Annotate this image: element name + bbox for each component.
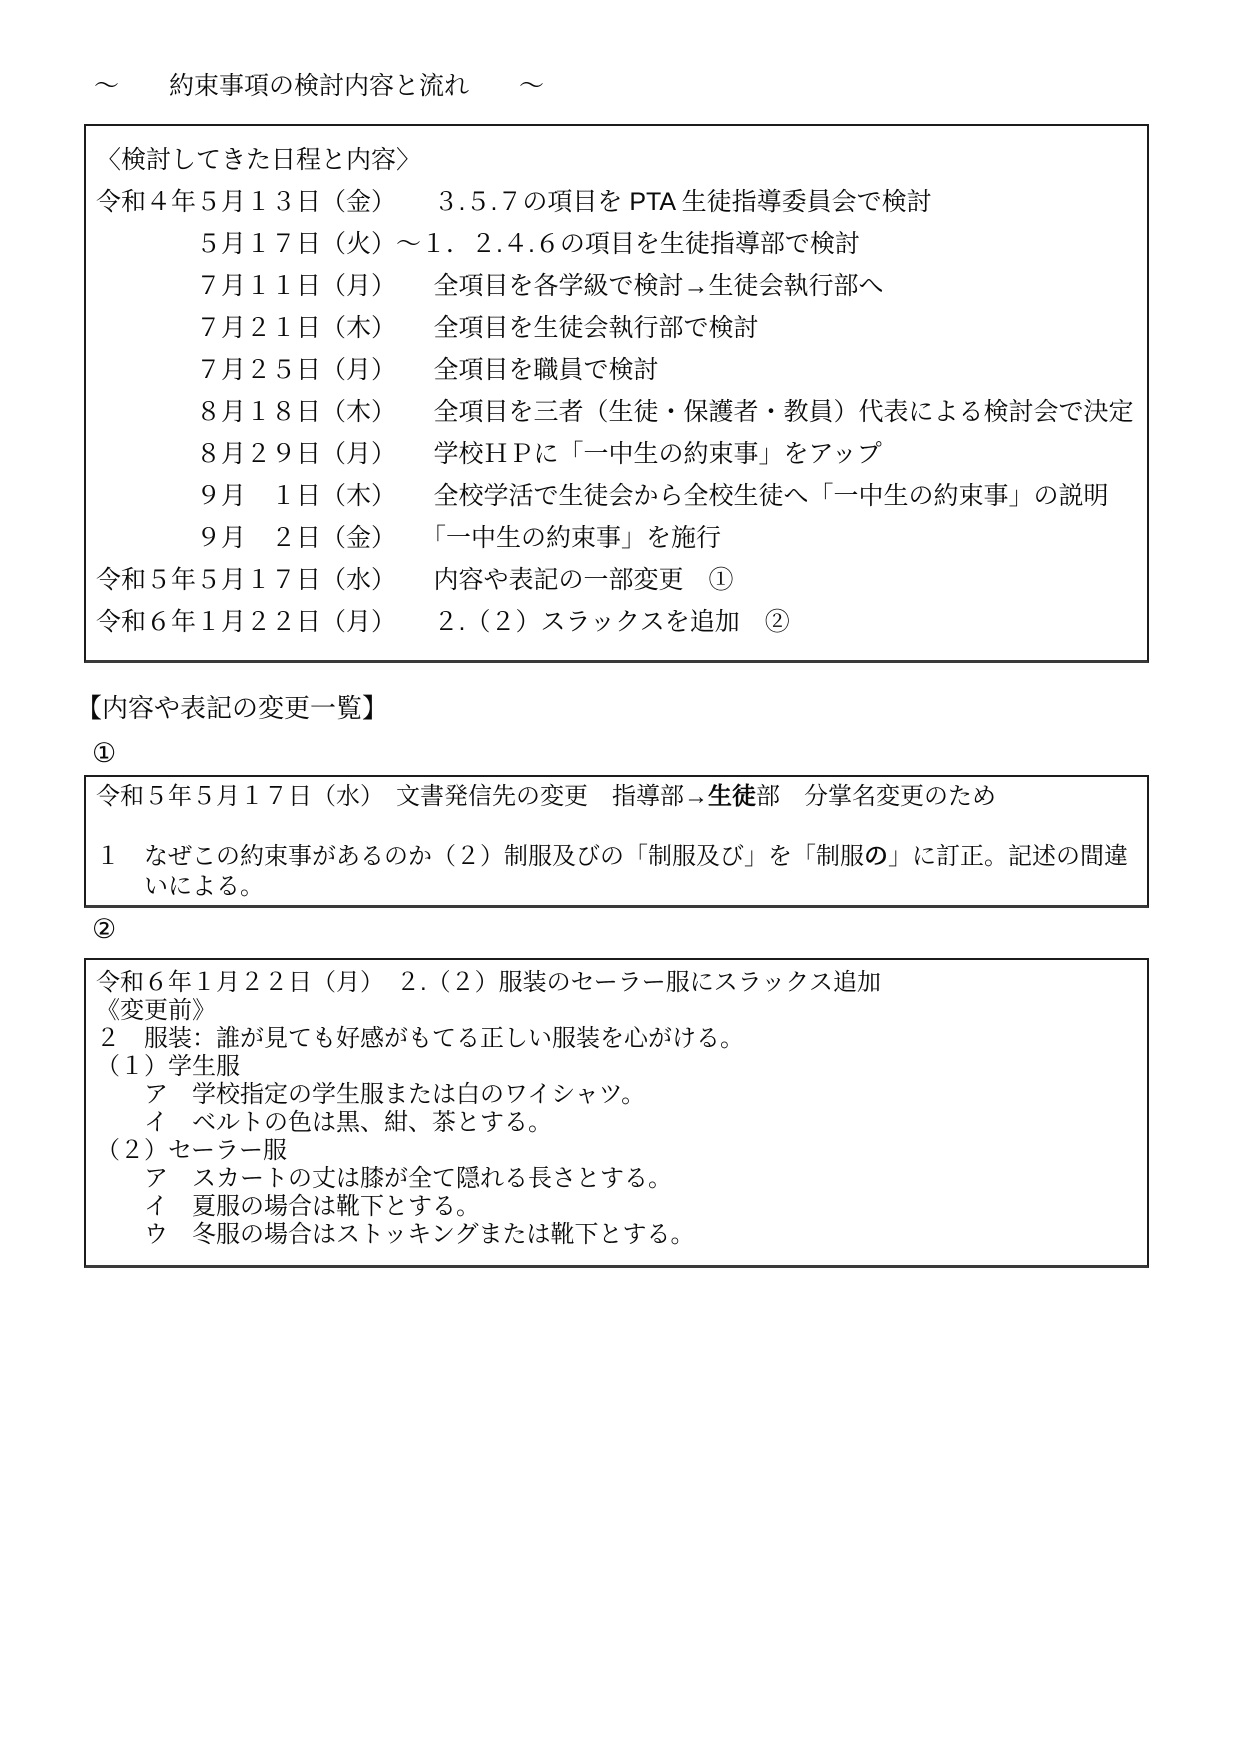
change2-line: ア スカートの丈は膝が全て隠れる長さとする。 [96,1165,672,1192]
change2-box [84,958,1149,1268]
change1-correction-bold: の [864,843,888,870]
schedule-line: 令和５年５月１７日（水） 内容や表記の一部変更 ① [96,566,734,594]
change2-line: 令和６年１月２２日（月） ２.（２）服装のセーラー服にスラックス追加 [96,969,881,996]
change1-correction-prefix: １ なぜこの約束事があるのか（２）制服及びの「制服及び」を「制服 [96,843,864,870]
changes-heading: 【内容や表記の変更一覧】 [76,693,389,723]
schedule-line: ７月２１日（木） 全項目を生徒会執行部で検討 [96,314,759,342]
change1-line1-prefix: 令和５年５月１７日（水） 文書発信先の変更 指導部→ [96,783,708,810]
schedule-line: 令和６年１月２２日（月） ２.（２）スラックスを追加 ② [96,608,790,636]
change2-line: （１）学生服 [96,1053,240,1080]
schedule-line: ７月２５日（月） 全項目を職員で検討 [96,356,659,384]
change2-line: 《変更前》 [96,997,216,1024]
schedule-line: 令和４年５月１３日（金） ３.５.７の項目を PTA 生徒指導委員会で検討 [96,188,932,216]
change1-box [84,775,1149,908]
change1-line1-bold: 生徒 [708,783,756,810]
schedule-line: ７月１１日（月） 全項目を各学級で検討→生徒会執行部へ [96,272,884,300]
schedule-line: ８月２９日（月） 学校ＨＰに「一中生の約束事」をアップ [96,440,882,468]
change1-correction-suffix: 」に訂正。記述の間違いによる。 [144,843,1128,900]
change1-circled-number: ① [92,738,117,768]
change2-line: ウ 冬服の場合はストッキングまたは靴下とする。 [96,1221,695,1248]
schedule-line: ５月１７日（火）～１．２.４.６の項目を生徒指導部で検討 [96,230,860,258]
change1-line1-suffix: 部 分掌名変更のため [756,783,996,810]
schedule-line: ９月 ２日（金） 「一中生の約束事」を施行 [96,524,722,552]
blank-line [96,812,1135,842]
change1-correction [96,842,1135,902]
change2-line: ア 学校指定の学生服または白のワイシャツ。 [96,1081,646,1108]
change2-line: ２ 服装：誰が見ても好感がもてる正しい服装を心がける。 [96,1025,744,1052]
schedule-line: ９月 １日（木） 全校学活で生徒会から全校生徒へ「一中生の約束事」の説明 [96,482,1109,510]
schedule-line: ８月１８日（木） 全項目を三者（生徒・保護者・教員）代表による検討会で決定 [96,398,1134,426]
change1-line1 [96,782,1135,812]
change2-line: （２）セーラー服 [96,1137,288,1164]
schedule-box [84,124,1149,663]
schedule-heading: 〈検討してきた日程と内容〉 [96,146,422,174]
change2-line: イ 夏服の場合は靴下とする。 [96,1193,480,1220]
page-title: ～ 約束事項の検討内容と流れ ～ [94,72,545,100]
change2-circled-number: ② [92,914,117,944]
change2-line: イ ベルトの色は黒、紺、茶とする。 [96,1109,552,1136]
